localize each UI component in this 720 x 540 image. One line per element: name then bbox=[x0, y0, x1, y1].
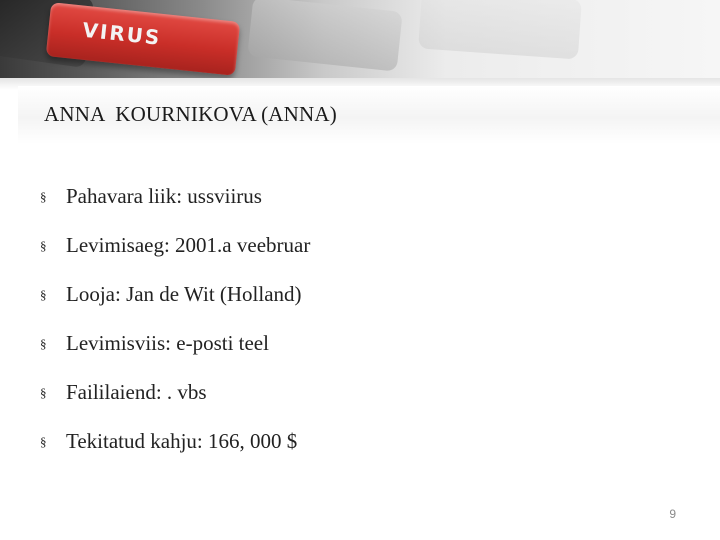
bullet-text: Pahavara liik: ussviirus bbox=[66, 184, 262, 208]
header-banner-image bbox=[0, 0, 720, 78]
list-item bbox=[40, 319, 310, 368]
keyboard-key-blurred bbox=[418, 0, 582, 60]
bullet-icon: § bbox=[40, 286, 47, 302]
bullet-text: Tekitatud kahju: 166, 000 $ bbox=[66, 429, 298, 453]
virus-key-label: VIRUS bbox=[81, 17, 163, 50]
slide-title: ANNA KOURNIKOVA (ANNA) bbox=[44, 102, 337, 126]
bullet-text: Levimisaeg: 2001.a veebruar bbox=[66, 233, 311, 257]
bullet-icon: § bbox=[40, 188, 47, 204]
bullet-icon: § bbox=[40, 384, 47, 400]
bullet-list bbox=[40, 172, 310, 466]
bullet-text: Looja: Jan de Wit (Holland) bbox=[66, 282, 302, 306]
list-item bbox=[40, 270, 310, 319]
keyboard-key-blurred bbox=[247, 0, 402, 72]
bullet-text: Levimisviis: e-posti teel bbox=[66, 331, 269, 355]
list-item bbox=[40, 172, 310, 221]
list-item bbox=[40, 417, 310, 466]
list-item bbox=[40, 368, 310, 417]
bullet-icon: § bbox=[40, 237, 47, 253]
bullet-icon: § bbox=[40, 335, 47, 351]
list-item bbox=[40, 221, 310, 270]
bullet-icon: § bbox=[40, 433, 47, 449]
bullet-text: Faililaiend: . vbs bbox=[66, 380, 207, 404]
page-number: 9 bbox=[669, 507, 676, 521]
